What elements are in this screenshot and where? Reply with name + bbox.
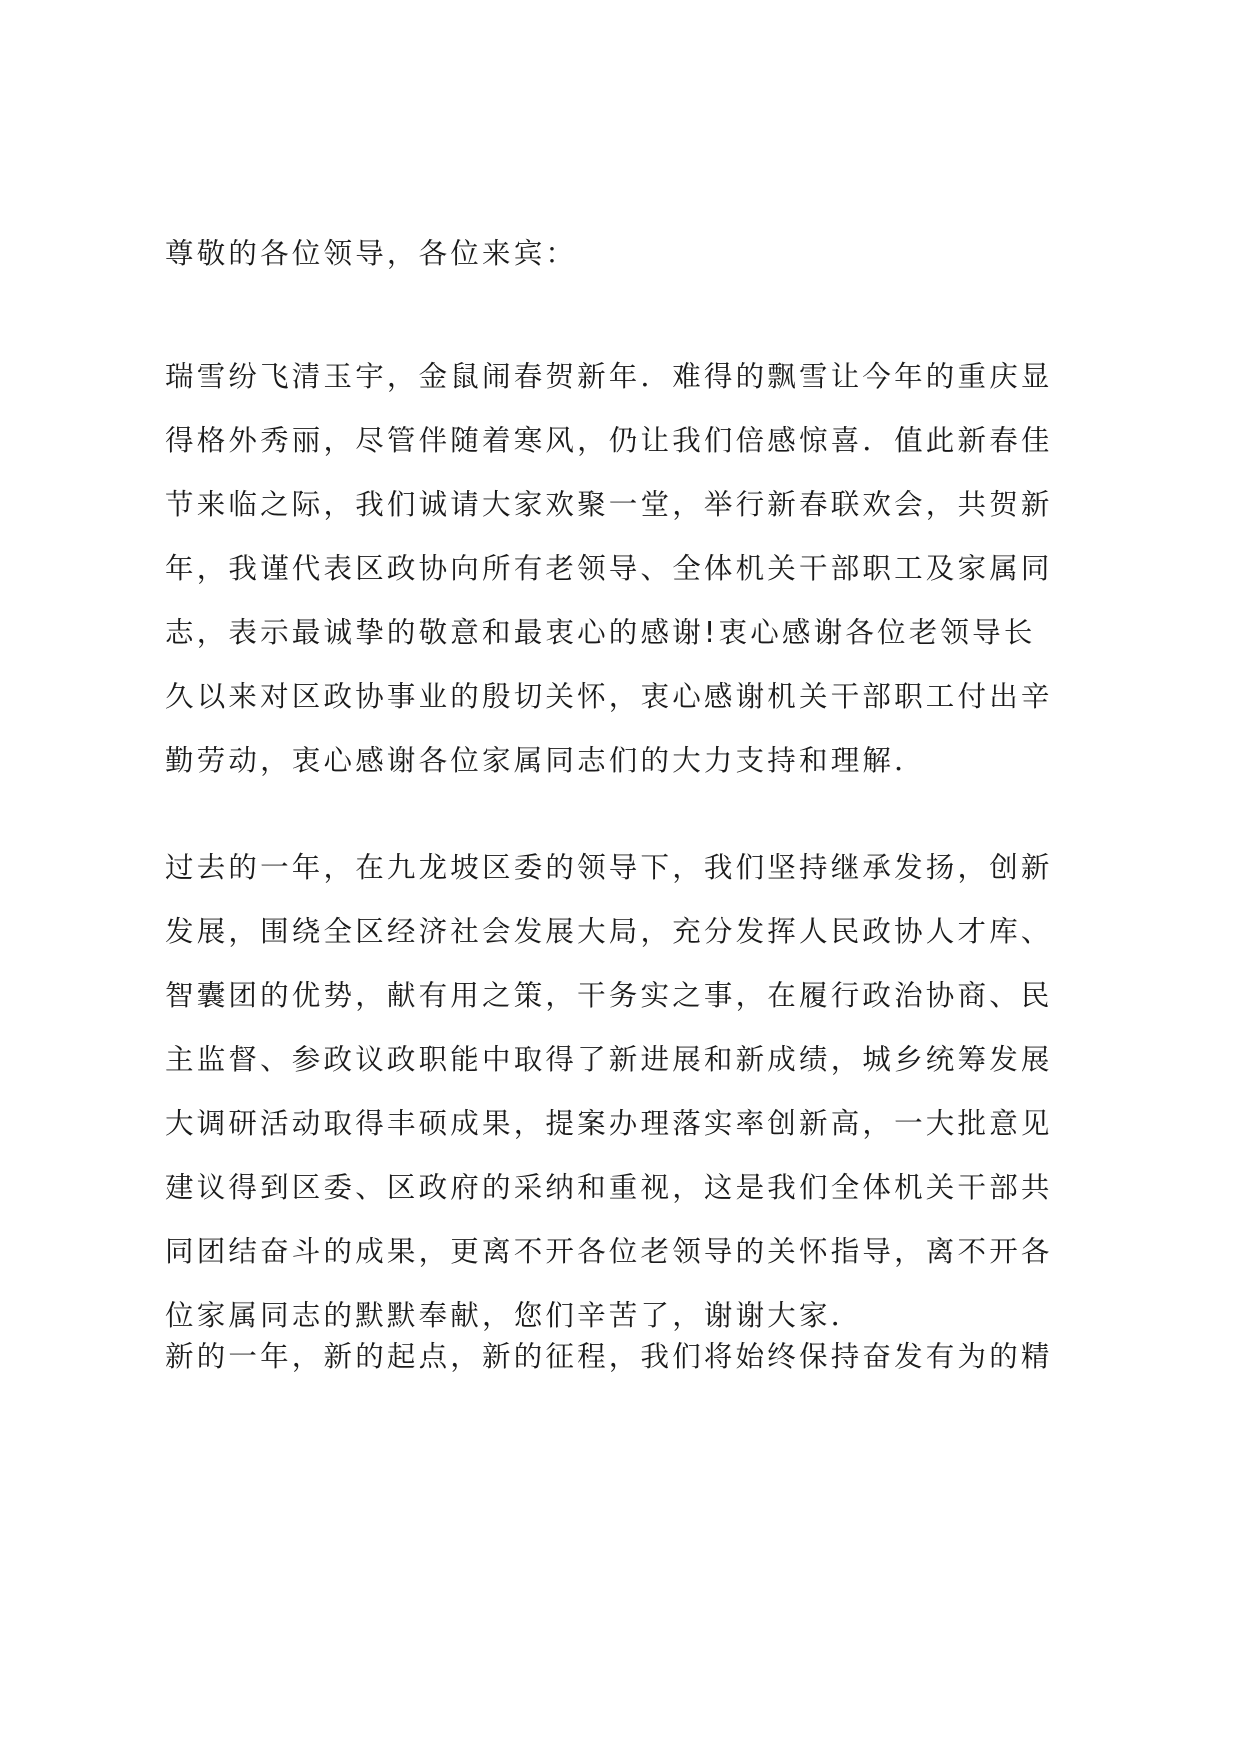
salutation-line: 尊敬的各位领导，各位来宾： [165,237,578,270]
text-line: 位家属同志的默默奉献，您们辛苦了，谢谢大家． [165,1299,863,1332]
text-line: 久以来对区政协事业的殷切关怀，衷心感谢机关干部职工付出辛 [165,680,1053,713]
text-line: 得格外秀丽，尽管伴随着寒风，仍让我们倍感惊喜．值此新春佳 [165,424,1053,457]
paragraph-greetings [165,345,1095,793]
text-line: 志，表示最诚挚的敬意和最衷心的感谢!衷心感谢各位老领导长 [165,616,1036,649]
text-line: 大调研活动取得丰硕成果，提案办理落实率创新高，一大批意见 [165,1107,1053,1140]
paragraph-outlook [165,1325,1095,1389]
text-line: 瑞雪纷飞清玉宇，金鼠闹春贺新年．难得的飘雪让今年的重庆显 [165,360,1053,393]
text-line: 主监督、参政议政职能中取得了新进展和新成绩，城乡统筹发展 [165,1043,1053,1076]
paragraph-review [165,836,1095,1348]
text-line: 发展，围绕全区经济社会发展大局，充分发挥人民政协人才库、 [165,915,1053,948]
text-line: 新的一年，新的起点，新的征程，我们将始终保持奋发有为的精 [165,1340,1053,1373]
text-line: 智囊团的优势，献有用之策，干务实之事，在履行政治协商、民 [165,979,1053,1012]
salutation [165,222,1095,286]
text-line: 勤劳动，衷心感谢各位家属同志们的大力支持和理解． [165,744,926,777]
text-line: 过去的一年，在九龙坡区委的领导下，我们坚持继承发扬，创新 [165,851,1053,884]
text-line: 同团结奋斗的成果，更离不开各位老领导的关怀指导，离不开各 [165,1235,1053,1268]
text-line: 建议得到区委、区政府的采纳和重视，这是我们全体机关干部共 [165,1171,1053,1204]
text-line: 年，我谨代表区政协向所有老领导、全体机关干部职工及家属同 [165,552,1053,585]
text-line: 节来临之际，我们诚请大家欢聚一堂，举行新春联欢会，共贺新 [165,488,1053,521]
